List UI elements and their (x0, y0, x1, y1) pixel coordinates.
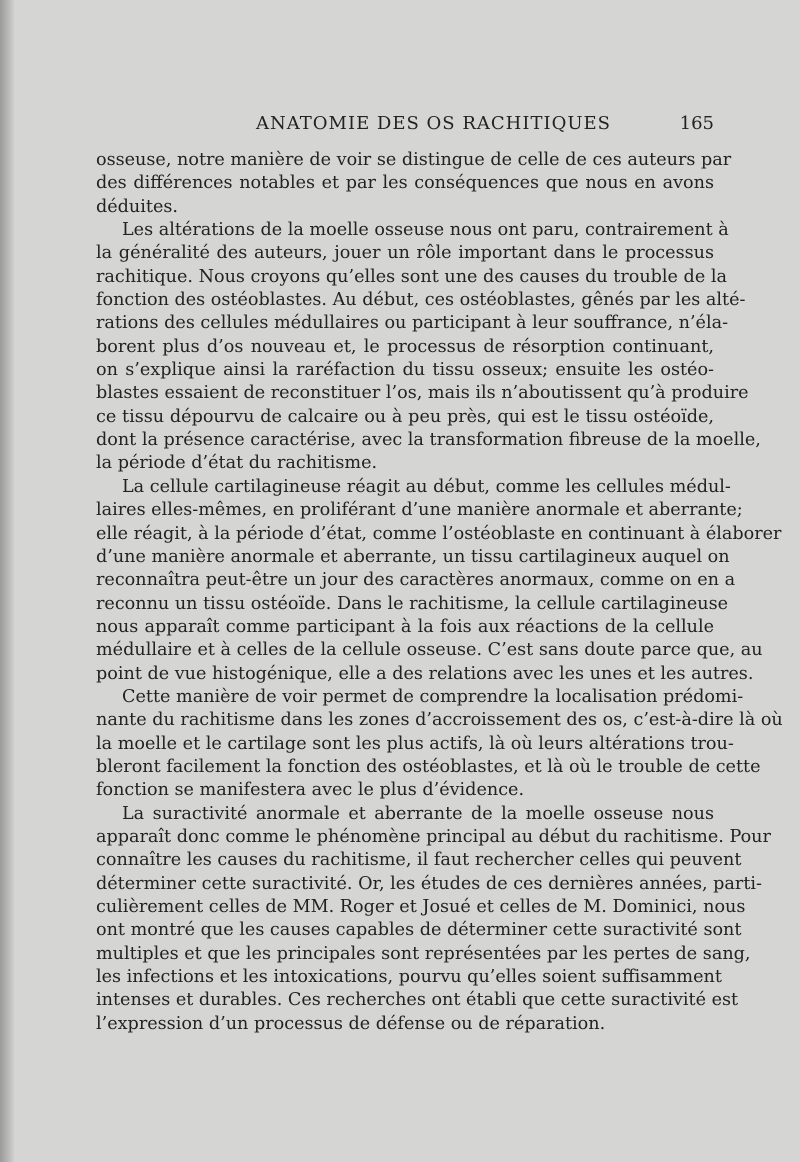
paragraph (96, 149, 732, 219)
text-line: laires elles-mêmes, en proliférant d’une manière anormale et aberrante; (96, 500, 743, 521)
text-line: déduites. (96, 196, 178, 217)
running-title: ANATOMIE DES OS RACHITIQUES (256, 113, 612, 134)
text-line: médullaire et à celles de la cellule osseuse. C’est sans doute parce que, au (96, 640, 763, 661)
text-line: Cette manière de voir permet de comprendre la localisation prédomi- (122, 686, 744, 707)
text-line: reconnu un tissu ostéoïde. Dans le rachitisme, la cellule cartilagineuse (96, 593, 729, 614)
paragraph (96, 686, 783, 803)
body-text (96, 149, 783, 1036)
text-line: connaître les causes du rachitisme, il faut rechercher celles qui peuvent (96, 850, 742, 871)
text-line: apparaît donc comme le phénomène principal au début du rachitisme. Pour (96, 826, 771, 847)
text-line: rachitique. Nous croyons qu’elles sont une des causes du trouble de la (96, 266, 727, 287)
text-line: l’expression d’un processus de défense ou de réparation. (96, 1013, 606, 1034)
text-line: la généralité des auteurs, jouer un rôle important dans le processus (96, 243, 714, 264)
text-line: borent plus d’os nouveau et, le processus de résorption continuant, (96, 336, 714, 357)
text-line: d’une manière anormale et aberrante, un tissu cartilagineux auquel on (96, 546, 730, 567)
text-line: bleront facilement la fonction des ostéoblastes, et là où le trouble de cette (96, 756, 761, 777)
text-line: La suractivité anormale et aberrante de la moelle osseuse nous (122, 803, 714, 824)
text-line: nante du rachitisme dans les zones d’accroissement des os, c’est-à-dire là où (96, 710, 783, 731)
text-line: on s’explique ainsi la raréfaction du tissu osseux; ensuite les ostéo- (96, 360, 714, 381)
text-line: fonction des ostéoblastes. Au début, ces ostéoblastes, gênés par les alté- (96, 290, 746, 311)
text-line: ce tissu dépourvu de calcaire ou à peu près, qui est le tissu ostéoïde, (96, 406, 714, 427)
text-line: La cellule cartilagineuse réagit au début, comme les cellules médul- (122, 476, 731, 497)
text-line: Les altérations de la moelle osseuse nous ont paru, contrairement à (122, 220, 729, 241)
page-number: 165 (679, 113, 714, 134)
text-line: ont montré que les causes capables de déterminer cette suractivité sont (96, 920, 742, 941)
paragraph (96, 803, 771, 1036)
paragraph (96, 219, 761, 476)
text-line: déterminer cette suractivité. Or, les études de ces dernières années, parti- (96, 873, 762, 894)
text-line: osseuse, notre manière de voir se distingue de celle de ces auteurs par (96, 150, 732, 170)
page-shadow-edge (0, 0, 14, 1162)
text-line: culièrement celles de MM. Roger et Josué et celles de M. Dominici, nous (96, 897, 746, 917)
paragraph (96, 476, 782, 686)
text-line: multiples et que les principales sont représentées par les pertes de sang, (96, 943, 751, 964)
text-line: la moelle et le cartilage sont les plus actifs, là où leurs altérations trou- (96, 733, 734, 754)
text-line: elle réagit, à la période d’état, comme l’ostéoblaste en continuant à élaborer (96, 523, 782, 544)
text-line: point de vue histogénique, elle a des relations avec les unes et les autres. (96, 663, 754, 684)
running-header (96, 113, 714, 139)
text-line: intenses et durables. Ces recherches ont établi que cette suractivité est (96, 990, 739, 1011)
text-line: nous apparaît comme participant à la fois aux réactions de la cellule (96, 616, 714, 637)
text-line: des différences notables et par les conséquences que nous en avons (96, 173, 714, 194)
text-line: la période d’état du rachitisme. (96, 453, 378, 474)
text-line: dont la présence caractérise, avec la transformation fibreuse de la moelle, (96, 430, 761, 451)
text-line: rations des cellules médullaires ou participant à leur souffrance, n’éla- (96, 313, 729, 334)
text-line: blastes essaient de reconstituer l’os, mais ils n’aboutissent qu’à produire (96, 383, 749, 404)
text-line: fonction se manifestera avec le plus d’évidence. (96, 780, 525, 801)
text-line: reconnaîtra peut-être un jour des caractères anormaux, comme on en a (96, 570, 736, 591)
text-line: les infections et les intoxications, pourvu qu’elles soient suffisamment (96, 967, 722, 988)
